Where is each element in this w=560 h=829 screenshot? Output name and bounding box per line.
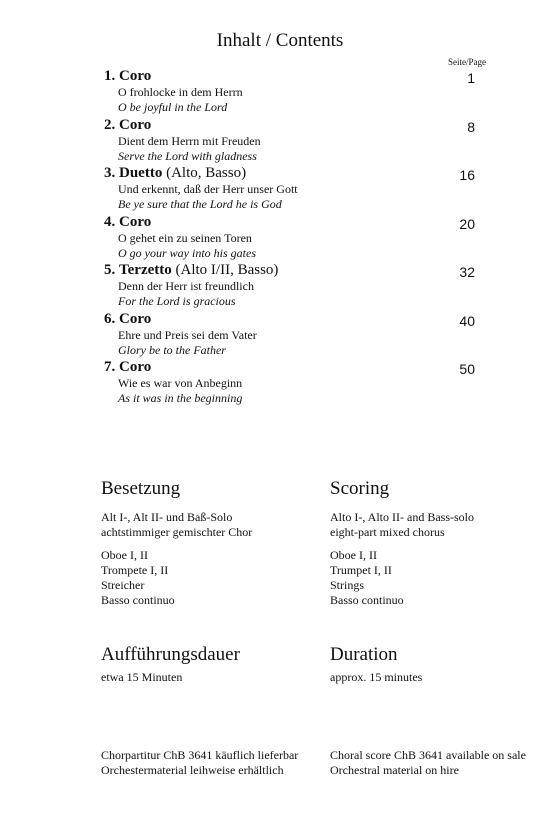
footer-line: Orchestermaterial leihweise erhältlich xyxy=(101,763,284,777)
entry-german: O gehet ein zu seinen Toren xyxy=(118,231,252,245)
entry-english: Glory be to the Father xyxy=(118,343,226,357)
footer-line: Orchestral material on hire xyxy=(330,763,459,777)
entry-english: For the Lord is gracious xyxy=(118,294,236,308)
entry-voices: (Alto, Basso) xyxy=(162,165,247,181)
contents-entry xyxy=(104,117,484,164)
entry-number: 5. xyxy=(104,262,116,278)
entry-english: O be joyful in the Lord xyxy=(118,100,228,114)
entry-page: 50 xyxy=(459,361,475,377)
entry-name: Terzetto xyxy=(119,262,172,278)
contents-entry xyxy=(104,262,484,309)
soloists-line: Alt I-, Alt II- und Baß-Solo xyxy=(101,510,233,524)
instrument-line: Oboe I, II xyxy=(330,548,377,562)
scoring-section xyxy=(330,478,550,608)
entry-german: O frohlocke in dem Herrn xyxy=(118,85,243,99)
entry-english: Serve the Lord with gladness xyxy=(118,149,257,163)
entry-voices: (Alto I/II, Basso) xyxy=(171,262,279,278)
instrument-line: Strings xyxy=(330,578,365,592)
footer-line: Choral score ChB 3641 available on sale xyxy=(330,748,526,762)
entry-german: Und erkennt, daß der Herr unser Gott xyxy=(118,182,298,196)
entry-german: Ehre und Preis sei dem Vater xyxy=(118,328,257,342)
entry-page: 40 xyxy=(459,313,475,329)
entry-page: 32 xyxy=(459,264,475,280)
duration-value: approx. 15 minutes xyxy=(330,670,423,684)
footer-english xyxy=(330,748,550,778)
duration-heading: Duration xyxy=(330,644,398,665)
scoring-heading: Scoring xyxy=(330,478,390,499)
besetzung-heading: Besetzung xyxy=(101,478,181,499)
instrument-line: Basso continuo xyxy=(101,593,175,607)
instrument-line: Basso continuo xyxy=(330,593,404,607)
entry-page: 20 xyxy=(459,216,475,232)
entry-number: 7. xyxy=(104,359,116,375)
entry-name: Coro xyxy=(119,68,152,84)
entry-name: Coro xyxy=(119,311,152,327)
auffuehrungsdauer-section xyxy=(101,644,321,685)
contents-entry xyxy=(104,68,484,115)
contents-entry xyxy=(104,214,484,261)
entry-name: Coro xyxy=(119,117,152,133)
contents-entry xyxy=(104,359,484,406)
entry-number: 6. xyxy=(104,311,116,327)
instrument-line: Streicher xyxy=(101,578,145,592)
instrument-line: Trumpet I, II xyxy=(330,563,392,577)
page-column-header: Seite/Page xyxy=(448,57,486,67)
soloists-line: Alto I-, Alto II- and Bass-solo xyxy=(330,510,474,524)
instrument-line: Oboe I, II xyxy=(101,548,148,562)
entry-name: Coro xyxy=(119,359,152,375)
entry-page: 16 xyxy=(459,167,475,183)
page-title: Inhalt / Contents xyxy=(216,30,344,51)
entry-english: O go your way into his gates xyxy=(118,246,256,260)
contents-entry xyxy=(104,311,484,358)
footer-german xyxy=(101,748,321,778)
entry-german: Dient dem Herrn mit Freuden xyxy=(118,134,261,148)
entry-english: As it was in the beginning xyxy=(118,391,243,405)
auffuehrungsdauer-heading: Aufführungsdauer xyxy=(101,644,240,665)
choir-line: eight-part mixed chorus xyxy=(330,525,445,539)
entry-number: 2. xyxy=(104,117,116,133)
auffuehrungsdauer-value: etwa 15 Minuten xyxy=(101,670,183,684)
entry-name: Duetto xyxy=(119,165,163,181)
besetzung-section xyxy=(101,478,321,608)
contents-entry xyxy=(104,165,484,212)
entry-page: 1 xyxy=(467,70,475,86)
footer-line: Chorpartitur ChB 3641 käuflich lieferbar xyxy=(101,748,299,762)
entry-page: 8 xyxy=(467,119,475,135)
entry-number: 3. xyxy=(104,165,116,181)
choir-line: achtstimmiger gemischter Chor xyxy=(101,525,253,539)
entry-german: Wie es war von Anbeginn xyxy=(118,376,243,390)
entry-german: Denn der Herr ist freundlich xyxy=(118,279,254,293)
entry-number: 1. xyxy=(104,68,116,84)
entry-name: Coro xyxy=(119,214,152,230)
instrument-line: Trompete I, II xyxy=(101,563,169,577)
entry-number: 4. xyxy=(104,214,116,230)
entry-english: Be ye sure that the Lord he is God xyxy=(118,197,282,211)
duration-section xyxy=(330,644,550,685)
